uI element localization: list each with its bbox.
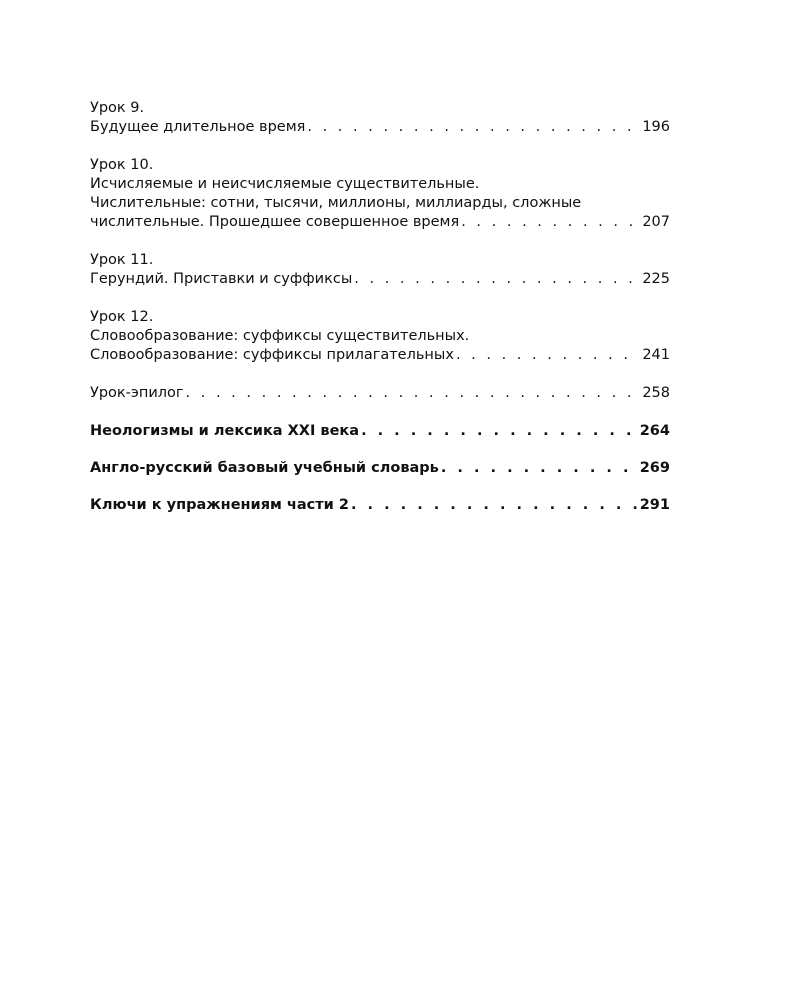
toc-entry-page-number: 225 xyxy=(642,271,670,287)
toc-entry-page-number: 196 xyxy=(642,119,670,135)
toc-entry-title-line[interactable] xyxy=(90,384,670,403)
dot-leader xyxy=(354,270,640,289)
toc-entry-dictionary xyxy=(90,459,670,478)
toc-entry-page-number: 264 xyxy=(639,423,670,439)
dot-leader xyxy=(461,213,640,232)
toc-entry-title: Неологизмы и лексика XXI века xyxy=(90,423,360,439)
toc-entry-title: числительные. Прошедшее совершенное время xyxy=(90,214,460,230)
toc-entry-lesson-11 xyxy=(90,251,670,289)
toc-entry-title-line[interactable] xyxy=(90,459,670,478)
toc-entry-heading: Урок 10. xyxy=(90,157,154,173)
toc-entry-title-line[interactable] xyxy=(90,118,670,137)
dot-leader xyxy=(351,496,638,515)
toc-entry-page-number: 291 xyxy=(639,497,670,513)
toc-entry-title-line[interactable] xyxy=(90,213,670,232)
toc-entry-text-line: Словообразование: суффиксы существительных. xyxy=(90,328,470,344)
toc-entry-neologisms xyxy=(90,422,670,441)
toc-entry-heading: Урок 12. xyxy=(90,309,154,325)
toc-entry-page-number: 258 xyxy=(642,385,670,401)
dot-leader xyxy=(361,422,638,441)
table-of-contents xyxy=(90,99,670,533)
toc-entry-heading: Урок 11. xyxy=(90,252,154,268)
toc-entry-title: Англо-русский базовый учебный словарь xyxy=(90,460,439,476)
toc-entry-page-number: 269 xyxy=(639,460,670,476)
toc-entry-answer-keys xyxy=(90,496,670,515)
toc-entry-title: Будущее длительное время xyxy=(90,119,306,135)
toc-entry-title-line[interactable] xyxy=(90,496,670,515)
toc-entry-title-line[interactable] xyxy=(90,270,670,289)
toc-entry-page-number: 241 xyxy=(642,347,670,363)
toc-entry-title: Словообразование: суффиксы прилагательных xyxy=(90,347,454,363)
dot-leader xyxy=(307,118,640,137)
toc-entry-title: Герундий. Приставки и суффиксы xyxy=(90,271,353,287)
toc-entry-epilogue xyxy=(90,384,670,403)
toc-entry-title-line[interactable] xyxy=(90,422,670,441)
dot-leader xyxy=(186,384,641,403)
toc-entry-lesson-12 xyxy=(90,308,670,365)
toc-entry-text-line: Исчисляемые и неисчисляемые существительные. xyxy=(90,176,480,192)
toc-entry-title: Ключи к упражнениям части 2 xyxy=(90,497,349,513)
toc-entry-heading: Урок 9. xyxy=(90,100,145,116)
toc-entry-lesson-10 xyxy=(90,156,670,232)
toc-entry-lesson-9 xyxy=(90,99,670,137)
toc-entry-title-line[interactable] xyxy=(90,346,670,365)
dot-leader xyxy=(456,346,640,365)
toc-entry-text-line: Числительные: сотни, тысячи, миллионы, миллиарды, сложные xyxy=(90,195,582,211)
dot-leader xyxy=(441,459,638,478)
toc-entry-title: Урок-эпилог xyxy=(90,385,184,401)
toc-entry-page-number: 207 xyxy=(642,214,670,230)
